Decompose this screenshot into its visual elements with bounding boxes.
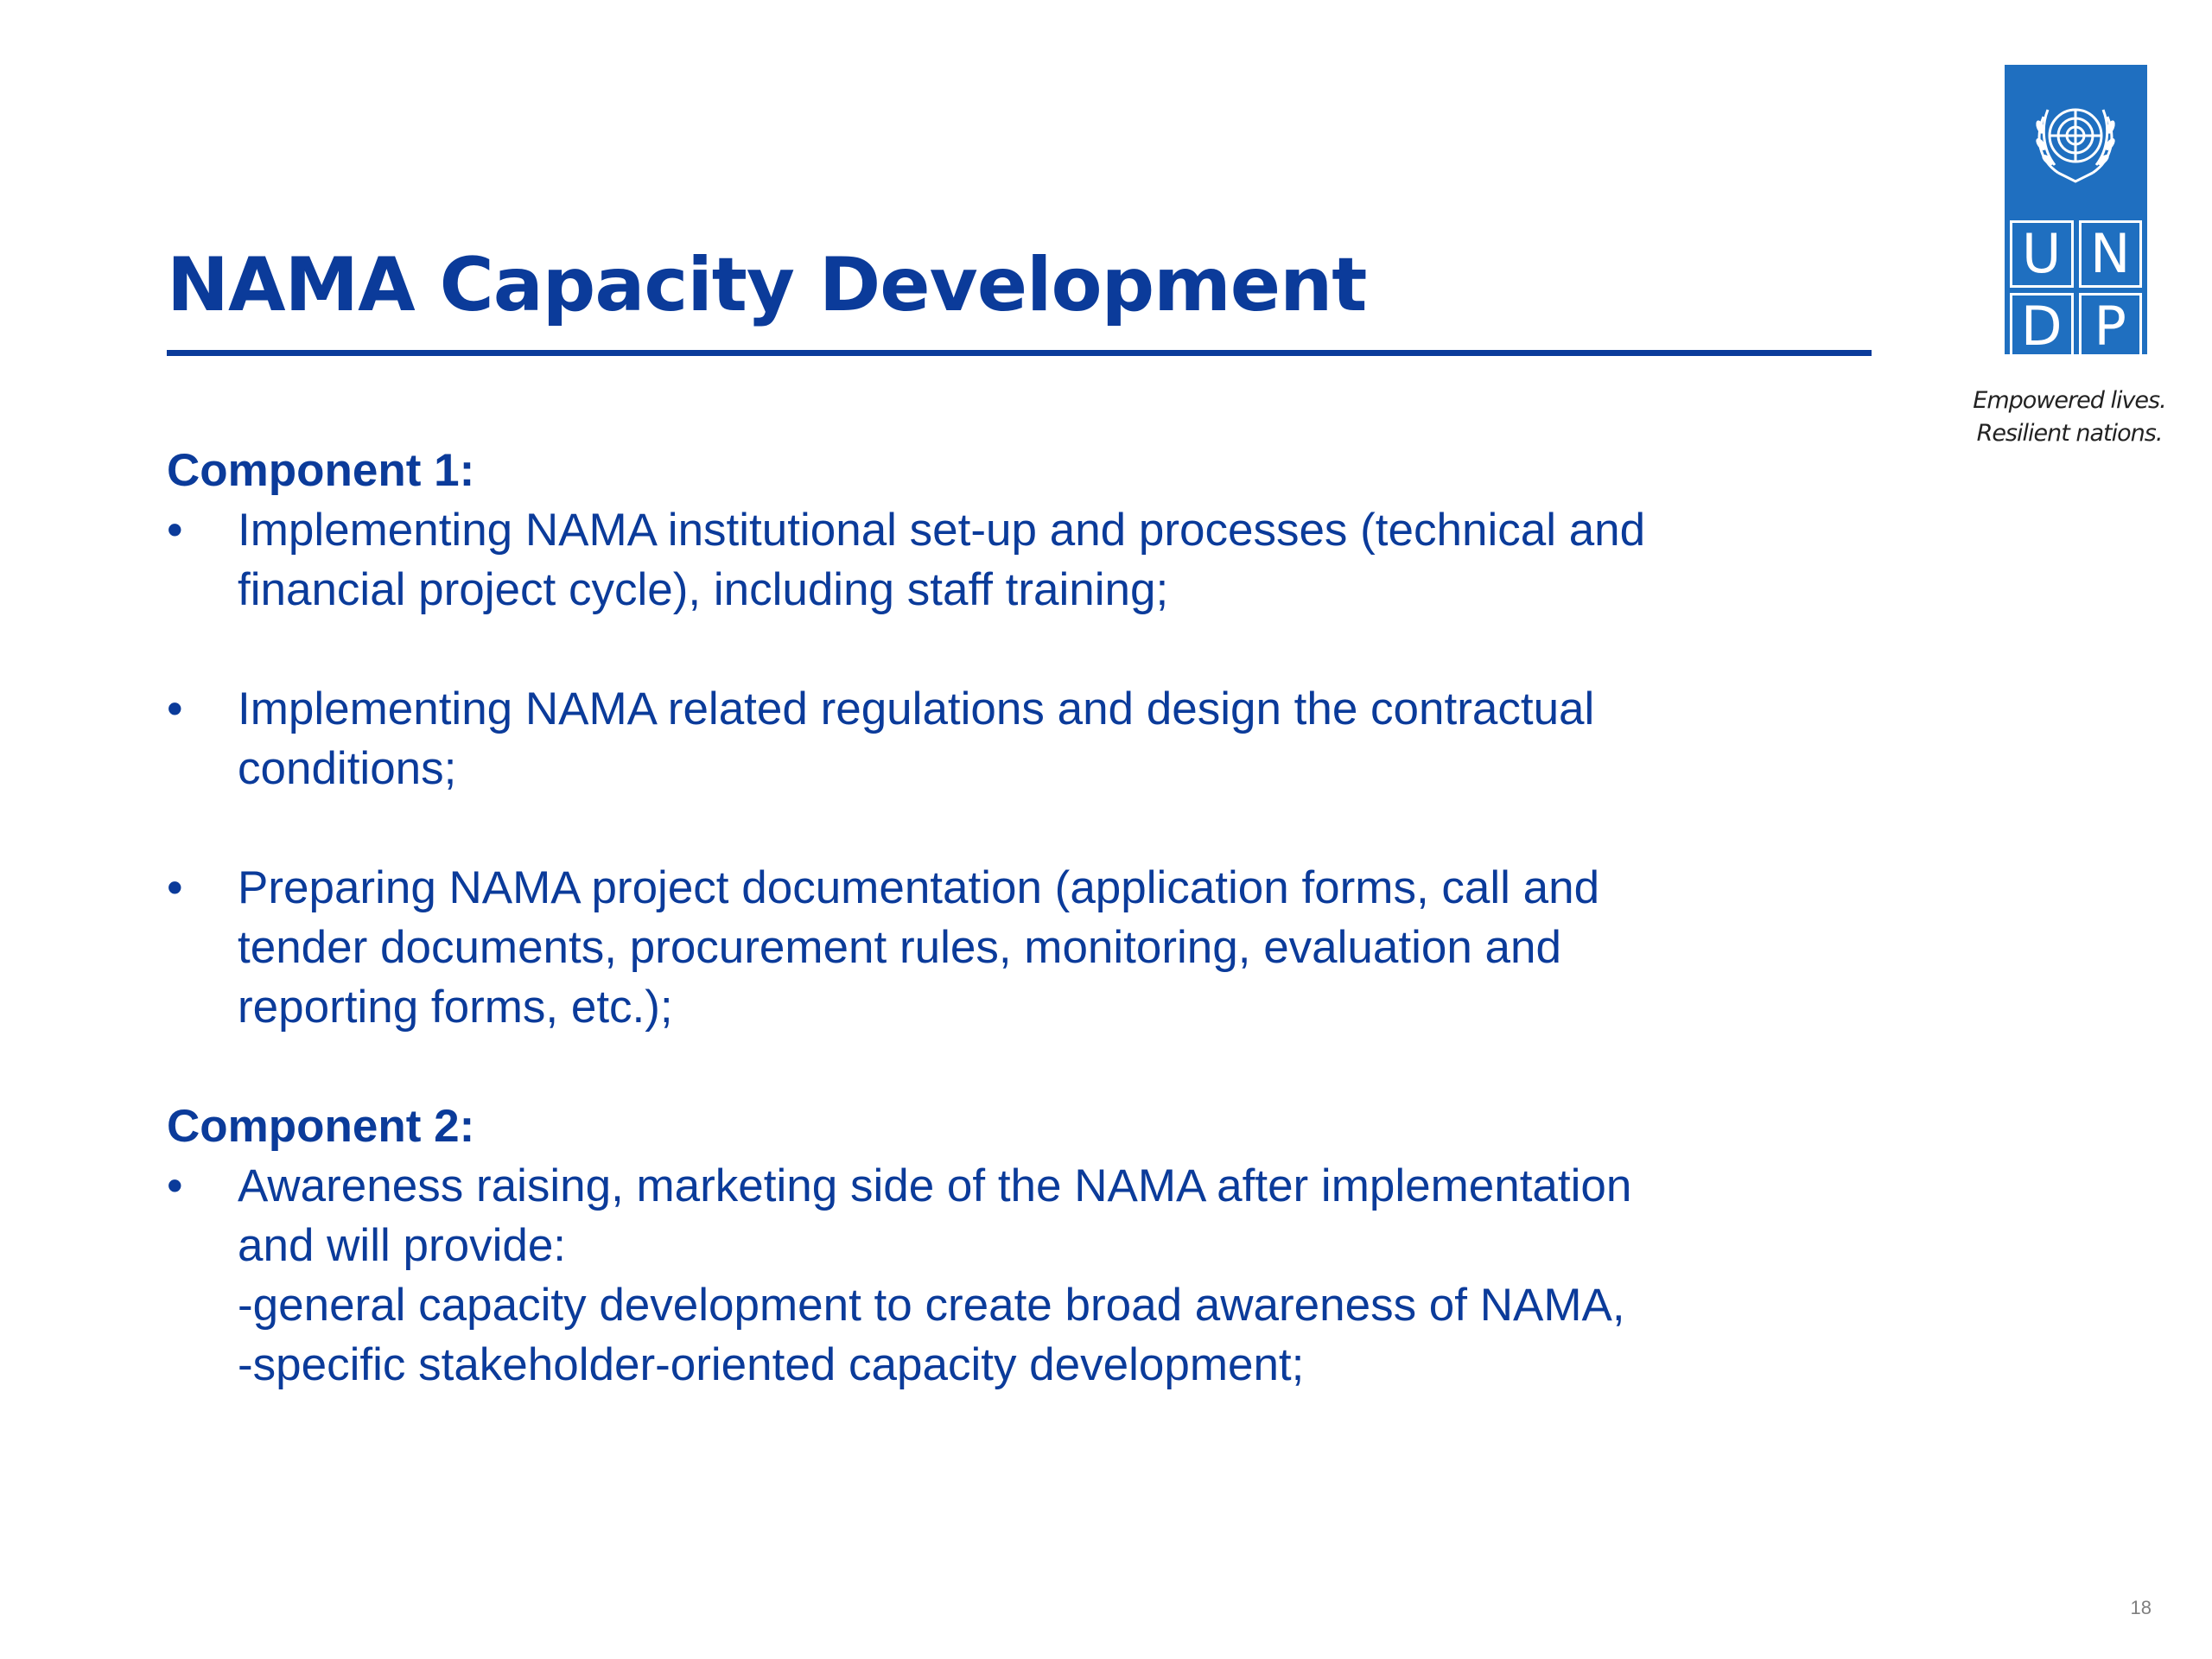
component-1-heading: Component 1: xyxy=(167,445,475,496)
undp-letter-grid xyxy=(2010,220,2142,358)
bullet-line: -specific stakeholder-oriented capacity development; xyxy=(238,1339,1305,1390)
undp-logo xyxy=(2005,65,2147,358)
bullet-line: Awareness raising, marketing side of the NAMA after implementation xyxy=(238,1160,1632,1211)
slide-body xyxy=(167,441,1852,1395)
logo-letter-u: U xyxy=(2010,220,2074,288)
bullet-icon: • xyxy=(167,505,183,556)
bullet-icon: • xyxy=(167,862,183,913)
tagline-line-2: Resilient nations. xyxy=(1976,420,2163,447)
title-underline xyxy=(167,350,1872,356)
bullet-line: and will provide: xyxy=(238,1220,567,1271)
bullet-line: reporting forms, etc.); xyxy=(238,982,673,1033)
bullet-line: tender documents, procurement rules, monitoring, evaluation and xyxy=(238,922,1561,973)
bullet-line: financial project cycle), including staff training; xyxy=(238,564,1169,615)
component-1-bullet-1 xyxy=(167,500,1852,620)
logo-letter-n: N xyxy=(2079,220,2143,288)
logo-letter-p: P xyxy=(2079,293,2143,360)
logo-letter-d: D xyxy=(2010,293,2074,360)
bullet-line: -general capacity development to create broad awareness of NAMA, xyxy=(238,1280,1625,1331)
component-1-bullet-2 xyxy=(167,679,1852,798)
bullet-line: conditions; xyxy=(238,743,457,794)
component-1-bullet-3 xyxy=(167,858,1852,1037)
logo-tagline xyxy=(1944,385,2195,450)
bullet-icon: • xyxy=(167,1160,183,1211)
bullet-line: Preparing NAMA project documentation (application forms, call and xyxy=(238,862,1600,913)
bullet-icon: • xyxy=(167,683,183,734)
slide-title: NAMA Capacity Development xyxy=(167,242,1367,328)
bullet-line: Implementing NAMA related regulations and design the contractual xyxy=(238,683,1595,734)
un-emblem-icon xyxy=(2005,65,2147,220)
component-2-bullet-1 xyxy=(167,1156,1852,1395)
tagline-line-1: Empowered lives. xyxy=(1973,387,2166,414)
component-2-heading: Component 2: xyxy=(167,1101,475,1152)
page-number: 18 xyxy=(2130,1597,2152,1618)
bullet-line: Implementing NAMA institutional set-up and processes (technical and xyxy=(238,505,1646,556)
